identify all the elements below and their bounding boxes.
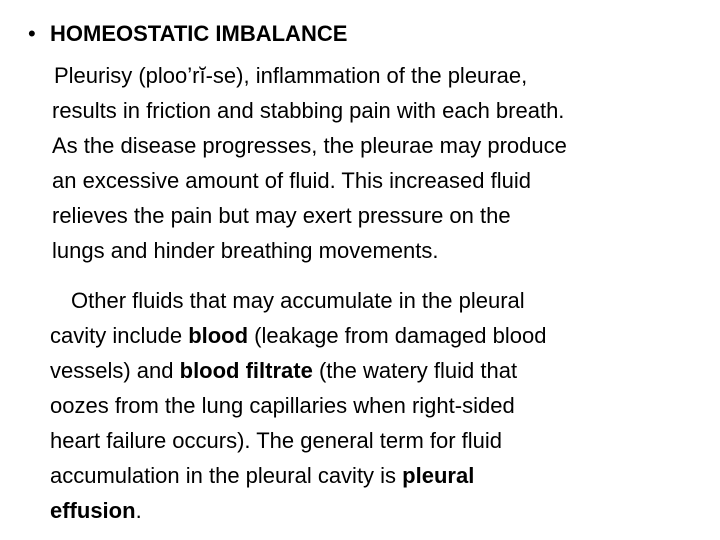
paragraph-line: heart failure occurs). The general term for fluid: [50, 428, 503, 453]
text-span: vessels) and: [50, 358, 180, 383]
text-span: accumulation in the pleural cavity is: [50, 463, 403, 488]
bold-term-blood: blood: [188, 323, 249, 348]
paragraph-line: Pleurisy (ploo’rĭ-se), inflammation of the pleurae,: [54, 63, 528, 88]
bold-term-blood-filtrate: blood filtrate: [179, 358, 313, 383]
paragraph-pleurisy: [52, 58, 567, 268]
paragraph-line: As the disease progresses, the pleurae may produce: [52, 133, 567, 158]
text-span: (leakage from damaged blood: [248, 323, 547, 348]
heading-row: [28, 18, 347, 50]
bullet-icon: •: [28, 21, 36, 46]
paragraph-line: [50, 458, 546, 493]
section-heading: HOMEOSTATIC IMBALANCE: [50, 21, 348, 46]
text-span: cavity include: [50, 323, 189, 348]
paragraph-line: relieves the pain but may exert pressure on the: [52, 203, 511, 228]
text-span: (the watery fluid that: [312, 358, 518, 383]
paragraph-line: results in friction and stabbing pain with each breath.: [52, 98, 565, 123]
paragraph-line: [50, 353, 546, 388]
paragraph-line: Other fluids that may accumulate in the pleural: [71, 288, 525, 313]
paragraph-line: an excessive amount of fluid. This increased fluid: [52, 168, 531, 193]
text-span: .: [135, 498, 142, 523]
paragraph-line: [50, 318, 546, 353]
paragraph-line: [50, 493, 546, 528]
bold-term-effusion: effusion: [50, 498, 136, 523]
paragraph-line: oozes from the lung capillaries when right-sided: [50, 393, 515, 418]
bold-term-pleural: pleural: [402, 463, 475, 488]
paragraph-line: lungs and hinder breathing movements.: [52, 238, 439, 263]
paragraph-pleural-fluids: [50, 283, 546, 528]
